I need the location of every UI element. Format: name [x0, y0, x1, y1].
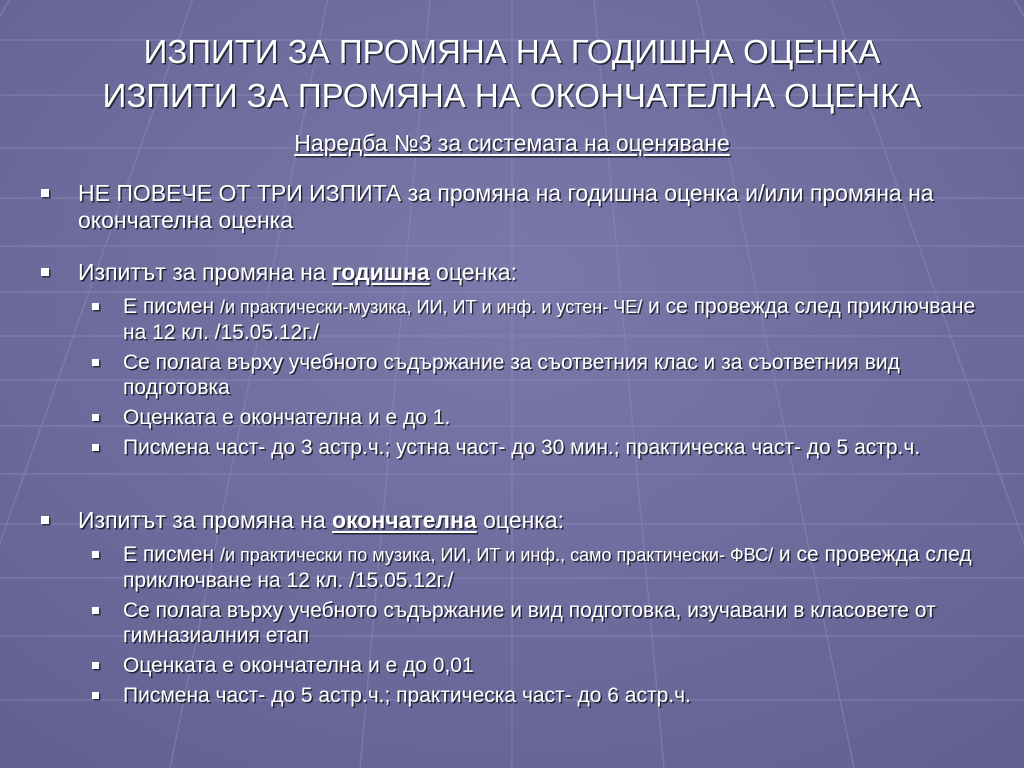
sub-bullet-3-2-text: Се полага върху учебното съдържание и вид подготовка, изучавани в класовете от гимназиалния етап	[123, 599, 936, 647]
sub-bullet-2-2-text: Се полага върху учебното съдържание за съответния клас и за съответния вид подготовка	[123, 351, 900, 399]
slide-title-line-2: ИЗПИТИ ЗА ПРОМЯНА НА ОКОНЧАТЕЛНА ОЦЕНКА	[102, 77, 922, 114]
sub-bullet-2-2	[38, 350, 998, 400]
sub-bullet-2-3	[38, 405, 998, 430]
sub-bullet-2-1	[38, 294, 998, 345]
square-bullet-icon	[41, 516, 49, 524]
bullet-item-3-prefix: Изпитът за промяна на	[78, 507, 333, 533]
small-square-bullet-icon	[92, 303, 99, 310]
sub-bullet-3-1-main: Е писмен	[123, 543, 220, 566]
sub-bullet-3-4	[38, 683, 998, 708]
square-bullet-icon	[41, 189, 49, 197]
sub-bullet-2-4	[38, 435, 998, 460]
slide-title-line-1: ИЗПИТИ ЗА ПРОМЯНА НА ГОДИШНА ОЦЕНКА	[143, 33, 881, 70]
bullet-item-2-suffix: оценка:	[429, 259, 517, 285]
subtitle-text: Наредба №3 за системата на оценяване	[294, 130, 730, 156]
slide-subtitle	[20, 128, 1004, 158]
sub-bullet-2-1-tail: и се провежда след приключване на 12 кл. /15.05.12г./	[123, 295, 976, 344]
sub-bullet-3-3-text: Оценката е окончателна и е до 0,01	[123, 654, 474, 677]
small-square-bullet-icon	[92, 551, 99, 558]
small-square-bullet-icon	[92, 692, 99, 699]
bullet-item-3-suffix: оценка:	[476, 507, 565, 533]
sub-bullet-3-3	[38, 653, 998, 678]
bullet-block-3	[38, 507, 998, 708]
small-square-bullet-icon	[92, 359, 99, 366]
sub-bullet-3-1-tail: и се провежда след приключване на 12 кл. /15.05.12г./	[123, 543, 972, 592]
sub-bullet-3-2	[38, 598, 998, 648]
bullet-item-3	[38, 507, 998, 534]
bullet-item-2	[38, 259, 998, 286]
square-bullet-icon	[41, 268, 49, 276]
bullet-block-2	[38, 259, 998, 460]
small-square-bullet-icon	[92, 662, 99, 669]
small-square-bullet-icon	[92, 414, 99, 421]
small-square-bullet-icon	[92, 607, 99, 614]
bullet-block-1	[38, 180, 998, 234]
sub-bullet-3-1	[38, 542, 998, 593]
sub-bullet-2-1-main: Е писмен	[123, 295, 220, 318]
bullet-item-2-prefix: Изпитът за промяна на	[78, 259, 333, 285]
bullet-item-3-emphasis: окончателна	[332, 507, 477, 533]
sub-bullet-2-1-small: /и практически-музика, ИИ, ИТ и инф. и устен- ЧЕ/	[220, 297, 643, 317]
bullet-item-1-text: НЕ ПОВЕЧЕ ОТ ТРИ ИЗПИТА за промяна на годишна оценка и/или промяна на окончателна оценка	[78, 180, 934, 233]
bullet-item-2-emphasis: годишна	[332, 259, 430, 285]
sub-bullet-3-4-text: Писмена част- до 5 астр.ч.; практическа част- до 6 астр.ч.	[123, 684, 691, 707]
bullet-item-1	[38, 180, 998, 234]
sub-bullet-3-1-small: /и практически по музика, ИИ, ИТ и инф., само практически- ФВС/	[220, 545, 774, 565]
small-square-bullet-icon	[92, 444, 99, 451]
sub-bullet-2-3-text: Оценката е окончателна и е до 1.	[123, 406, 451, 429]
sub-bullet-2-4-text: Писмена част- до 3 астр.ч.; устна част- до 30 мин.; практическа част- до 5 астр.ч.	[123, 436, 921, 459]
